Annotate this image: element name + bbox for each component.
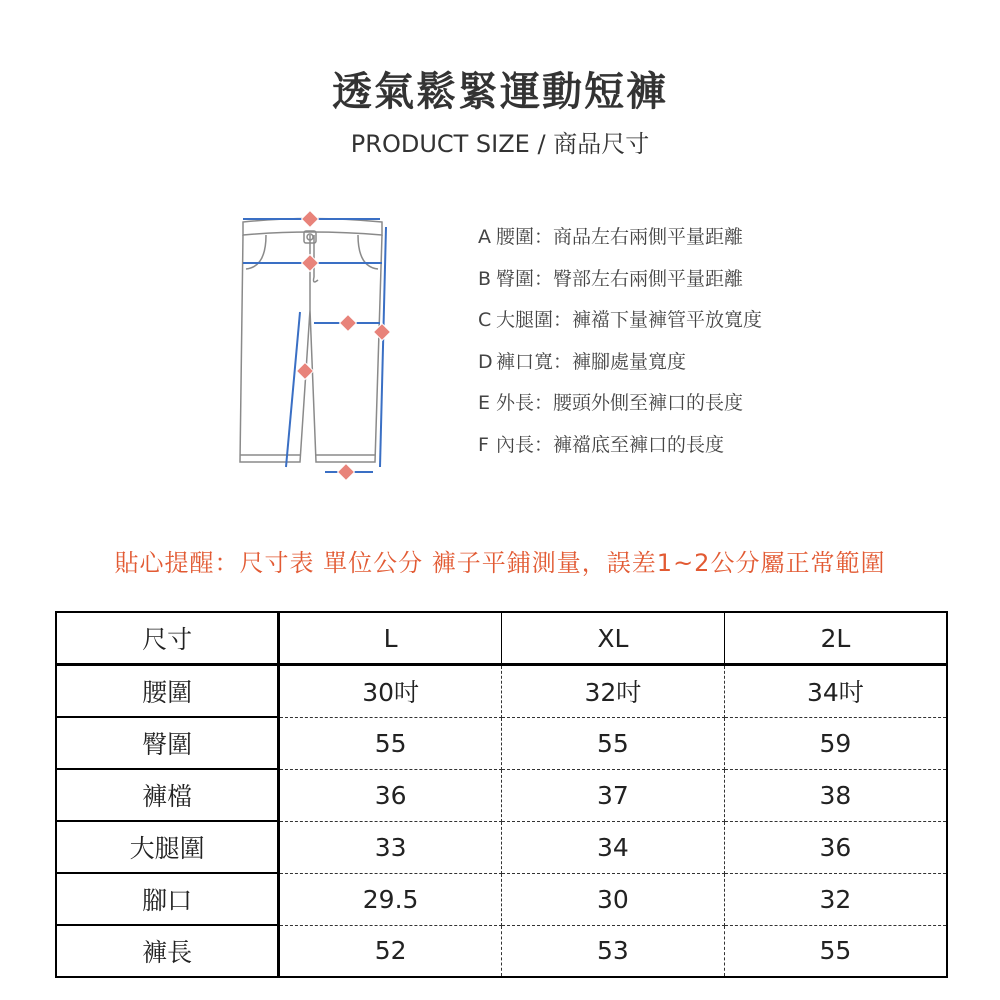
- marker-f-icon: [297, 363, 314, 380]
- cell: 34: [502, 821, 725, 873]
- measurement-legend: [478, 222, 762, 471]
- cell: 37: [502, 769, 725, 821]
- table-row: [56, 821, 947, 873]
- column-header-2l: 2L: [724, 612, 947, 665]
- legend-item-b: B 臀圍：臀部左右兩側平量距離: [478, 267, 744, 290]
- row-label: 褲檔: [56, 769, 279, 821]
- legend-item-d: D 褲口寬：褲腳處量寬度: [478, 350, 687, 373]
- marker-c-icon: [340, 315, 357, 332]
- legend-item-f: F 內長：褲襠底至褲口的長度: [478, 433, 725, 456]
- column-header-l: L: [279, 612, 502, 665]
- cell: 33: [279, 821, 502, 873]
- cell: 36: [724, 821, 947, 873]
- cell: 32吋: [502, 665, 725, 718]
- marker-b-icon: [302, 255, 319, 272]
- measurement-notice: 貼心提醒：尺寸表 單位公分 褲子平鋪測量，誤差1~2公分屬正常範圍: [114, 549, 886, 577]
- cell: 36: [279, 769, 502, 821]
- legend-item-c: C 大腿圍：褲襠下量褲管平放寬度: [478, 309, 763, 331]
- marker-a-icon: [302, 211, 319, 228]
- column-header-xl: XL: [502, 612, 725, 665]
- cell: 38: [724, 769, 947, 821]
- table-row: [56, 925, 947, 977]
- cell: 53: [502, 925, 725, 977]
- cell: 34吋: [724, 665, 947, 718]
- cell: 32: [724, 873, 947, 925]
- legend-item-e: E 外長：腰頭外側至褲口的長度: [478, 392, 744, 414]
- cell: 59: [724, 717, 947, 769]
- product-size-subtitle: PRODUCT SIZE / 商品尺寸: [350, 130, 650, 158]
- table-row: [56, 717, 947, 769]
- row-label: 腳口: [56, 873, 279, 925]
- row-label: 褲長: [56, 925, 279, 977]
- legend-item-a: A 腰圍：商品左右兩側平量距離: [478, 226, 744, 248]
- cell: 30吋: [279, 665, 502, 718]
- size-table: [55, 611, 948, 978]
- row-label: 腰圍: [56, 665, 279, 718]
- row-label: 大腿圍: [56, 821, 279, 873]
- table-row: [56, 769, 947, 821]
- cell: 55: [502, 717, 725, 769]
- column-header-size: 尺寸: [56, 612, 279, 665]
- cell: 29.5: [279, 873, 502, 925]
- marker-e-icon: [374, 324, 391, 341]
- table-header-row: [56, 612, 947, 665]
- table-row: [56, 665, 947, 718]
- row-label: 臀圍: [56, 717, 279, 769]
- cell: 55: [819, 936, 852, 966]
- cell: 30: [502, 873, 725, 925]
- cell: 52: [279, 925, 502, 977]
- product-title: 透氣鬆緊運動短褲: [332, 69, 668, 115]
- marker-d-icon: [338, 464, 355, 480]
- pants-measurement-diagram: [230, 205, 410, 480]
- table-row: [56, 873, 947, 925]
- cell: 55: [279, 717, 502, 769]
